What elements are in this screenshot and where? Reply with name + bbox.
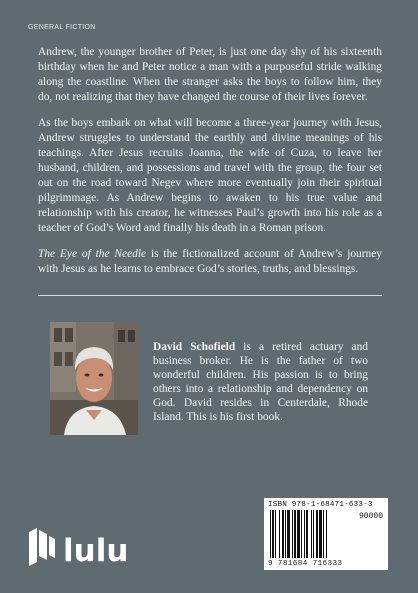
- author-bio-text: is a retired actuary and business broker. He is the father of two wonderful children. His passion is to bring others into a relationship and dependency on God. David resides in Centerdale, Rhode Island. This is his first book.: [153, 341, 368, 423]
- price-code: 90000: [358, 512, 383, 521]
- author-name: David Schofield: [153, 341, 236, 353]
- lulu-logo-text: lulu: [63, 533, 129, 568]
- blurb-paragraph-1: Andrew, the younger brother of Peter, is just one day shy of his sixteenth birthday when he and Peter notice a man with a purposeful stride walking along the coastline. When the stranger asks the boys to follow him, they do, not realizing that they have changed the course of their lives forever.: [38, 46, 382, 103]
- lulu-logo: [27, 524, 147, 568]
- barcode-number: 9 781684 716333: [268, 560, 343, 568]
- barcode-bars: [270, 510, 350, 558]
- author-photo: [50, 322, 138, 435]
- book-title: The Eye of the Needle: [38, 248, 147, 260]
- isbn-barcode: [264, 498, 388, 570]
- author-bio: [153, 340, 368, 424]
- divider-line: [38, 295, 382, 296]
- isbn-label: ISBN 978-1-68471-633-3: [268, 501, 373, 509]
- back-cover-blurb: [38, 45, 382, 288]
- blurb-paragraph-2: As the boys embark on what will become a three-year journey with Jesus, Andrew struggles to understand the earthly and divine meanings of his teachings. After Jesus recruits Joanna, the wife of Cuza, to leave her husband, children, and possessions and travel with the group, the four set out on the road toward Negev where more eventually join their spiritual pilgrimmage. As Andrew begins to awaken to his true value and relationship with his creator, he witnesses Paul’s growth into his role as a teacher of God’s Word and finally his death in a Roman prison.: [38, 117, 382, 234]
- blurb-paragraph-3: [38, 247, 382, 277]
- blurb-paragraph-3-rest: is the fictionalized account of Andrew’s journey with Jesus as he learns to embrace God’s stories, truths, and blessings.: [38, 248, 382, 275]
- genre-label: GENERAL FICTION: [28, 24, 96, 31]
